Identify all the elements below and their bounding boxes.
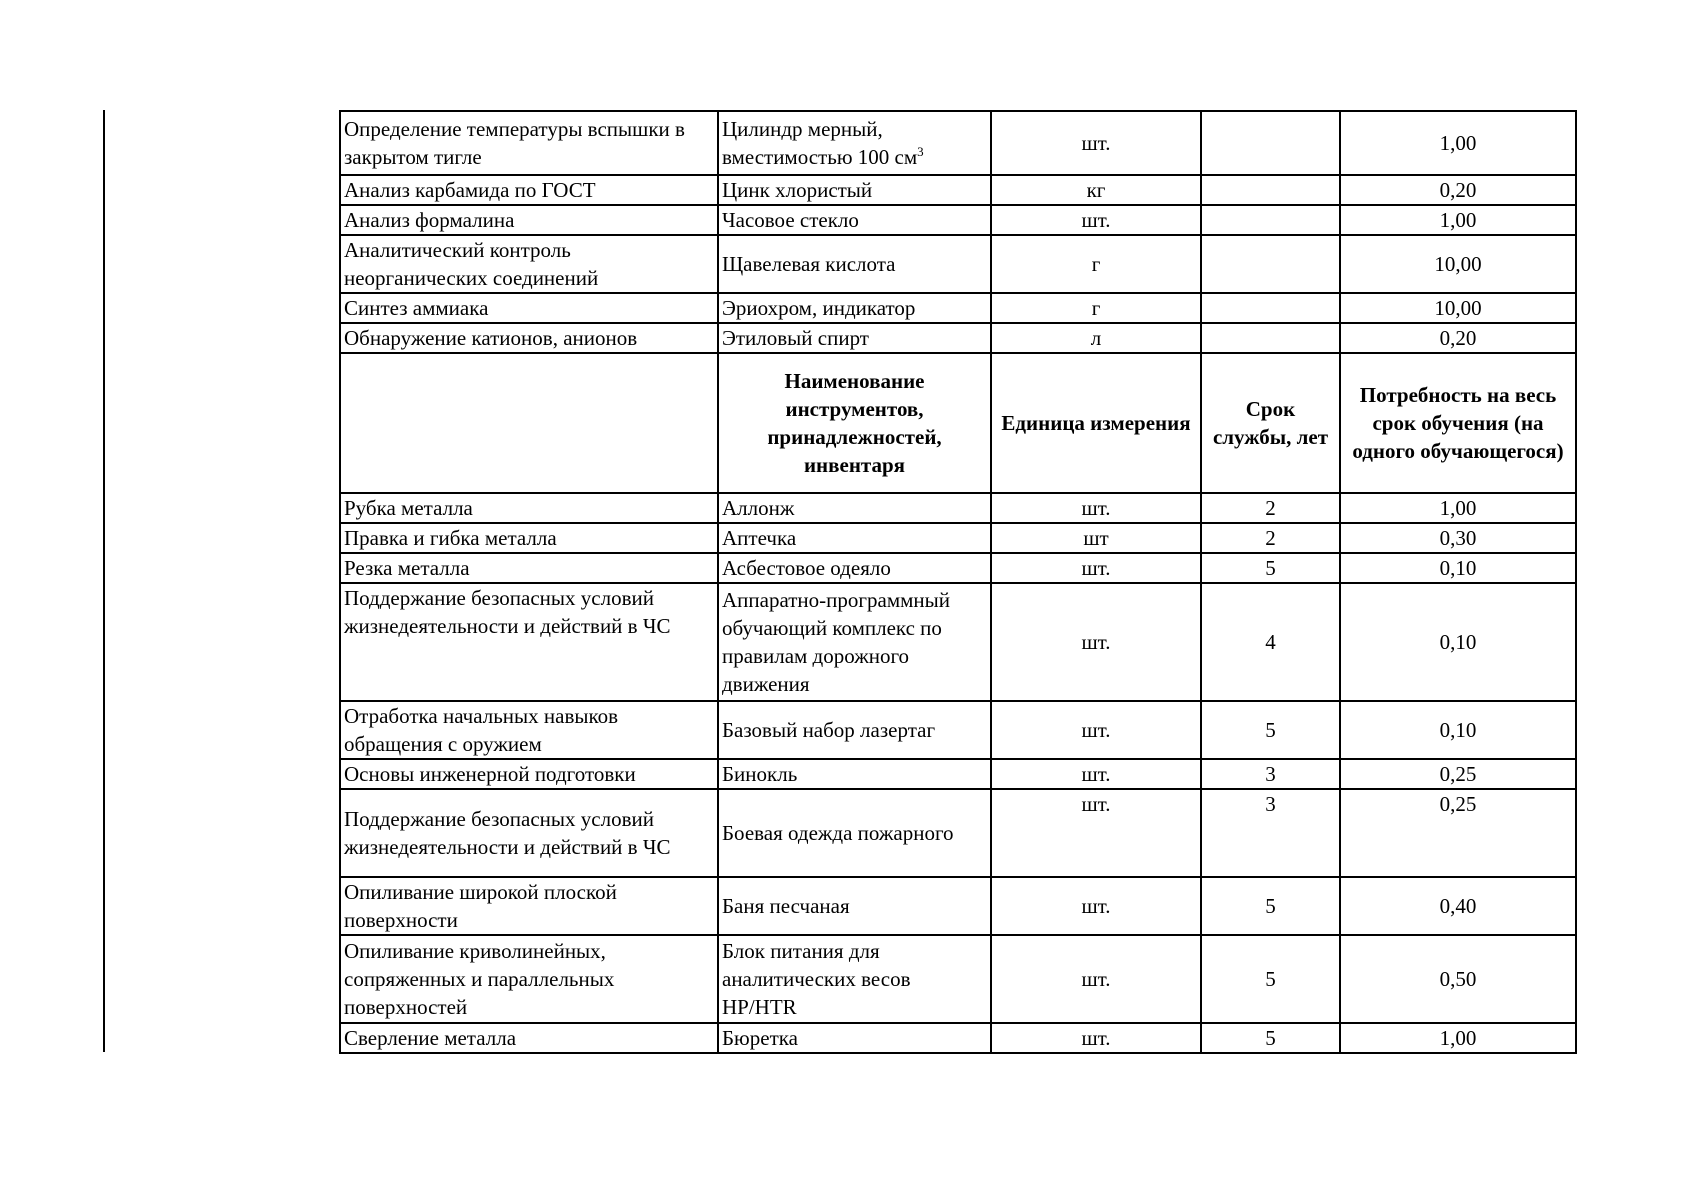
item-name-cell: Бинокль — [718, 759, 991, 789]
table-row — [340, 583, 1576, 701]
service-life-cell — [1201, 205, 1340, 235]
table-row — [340, 111, 1576, 175]
table-row — [340, 789, 1576, 877]
table-row — [340, 553, 1576, 583]
requirement-cell: 10,00 — [1340, 293, 1576, 323]
topic-cell: Обнаружение катионов, анионов — [340, 323, 718, 353]
item-name-cell: Базовый набор лазертаг — [718, 701, 991, 759]
item-name-cell: Аптечка — [718, 523, 991, 553]
item-name-cell: Цинк хлористый — [718, 175, 991, 205]
service-life-cell — [1201, 293, 1340, 323]
requirement-cell: 1,00 — [1340, 493, 1576, 523]
unit-cell: шт. — [991, 935, 1201, 1023]
topic-cell: Анализ карбамида по ГОСТ — [340, 175, 718, 205]
requirement-cell: 0,25 — [1340, 789, 1576, 877]
requirement-cell: 10,00 — [1340, 235, 1576, 293]
table-row — [340, 205, 1576, 235]
table-row — [340, 877, 1576, 935]
unit-cell: кг — [991, 175, 1201, 205]
header-unit-cell: Единица измерения — [991, 353, 1201, 493]
unit-cell: л — [991, 323, 1201, 353]
service-life-cell: 3 — [1201, 759, 1340, 789]
header-topic-cell — [340, 353, 718, 493]
table-row — [340, 293, 1576, 323]
service-life-cell: 5 — [1201, 553, 1340, 583]
topic-cell: Опиливание криволинейных, сопряженных и параллельных поверхностей — [340, 935, 718, 1023]
service-life-cell: 4 — [1201, 583, 1340, 701]
topic-cell: Опиливание широкой плоской поверхности — [340, 877, 718, 935]
unit-cell: шт. — [991, 583, 1201, 701]
service-life-cell: 3 — [1201, 789, 1340, 877]
service-life-cell: 5 — [1201, 701, 1340, 759]
item-name-text: Цилиндр мерный, вместимостью 100 см — [722, 117, 918, 169]
topic-cell: Поддержание безопасных условий жизнедеятельности и действий в ЧС — [340, 789, 718, 877]
unit-cell: шт. — [991, 789, 1201, 877]
topic-cell: Основы инженерной подготовки — [340, 759, 718, 789]
requirement-cell: 1,00 — [1340, 111, 1576, 175]
superscript: 3 — [917, 144, 924, 159]
item-name-cell: Этиловый спирт — [718, 323, 991, 353]
unit-cell: г — [991, 235, 1201, 293]
item-name-cell: Асбестовое одеяло — [718, 553, 991, 583]
topic-cell: Правка и гибка металла — [340, 523, 718, 553]
topic-cell: Поддержание безопасных условий жизнедеятельности и действий в ЧС — [340, 583, 718, 701]
service-life-cell: 2 — [1201, 493, 1340, 523]
item-name-cell — [718, 111, 991, 175]
unit-cell: г — [991, 293, 1201, 323]
requirement-cell: 1,00 — [1340, 1023, 1576, 1053]
unit-cell: шт. — [991, 493, 1201, 523]
unit-cell: шт. — [991, 759, 1201, 789]
topic-cell: Аналитический контроль неорганических соединений — [340, 235, 718, 293]
equipment-table — [339, 110, 1577, 1054]
service-life-cell: 5 — [1201, 877, 1340, 935]
item-name-cell: Бюретка — [718, 1023, 991, 1053]
unit-cell: шт. — [991, 1023, 1201, 1053]
item-name-cell: Аллонж — [718, 493, 991, 523]
requirement-cell: 0,50 — [1340, 935, 1576, 1023]
topic-cell: Резка металла — [340, 553, 718, 583]
topic-cell: Рубка металла — [340, 493, 718, 523]
service-life-cell — [1201, 175, 1340, 205]
table-row — [340, 523, 1576, 553]
service-life-cell — [1201, 111, 1340, 175]
service-life-cell — [1201, 235, 1340, 293]
topic-cell: Анализ формалина — [340, 205, 718, 235]
table-row — [340, 701, 1576, 759]
item-name-cell: Эриохром, индикатор — [718, 293, 991, 323]
requirement-cell: 0,30 — [1340, 523, 1576, 553]
unit-cell: шт — [991, 523, 1201, 553]
header-life-cell: Срок службы, лет — [1201, 353, 1340, 493]
unit-cell: шт. — [991, 877, 1201, 935]
topic-cell: Определение температуры вспышки в закрытом тигле — [340, 111, 718, 175]
item-name-cell: Часовое стекло — [718, 205, 991, 235]
item-name-cell: Баня песчаная — [718, 877, 991, 935]
topic-cell: Сверление металла — [340, 1023, 718, 1053]
requirement-cell: 0,25 — [1340, 759, 1576, 789]
table-row — [340, 235, 1576, 293]
requirement-cell: 0,20 — [1340, 323, 1576, 353]
topic-cell: Отработка начальных навыков обращения с оружием — [340, 701, 718, 759]
service-life-cell: 5 — [1201, 1023, 1340, 1053]
unit-cell: шт. — [991, 701, 1201, 759]
unit-cell: шт. — [991, 111, 1201, 175]
table-row — [340, 1023, 1576, 1053]
table-row — [340, 935, 1576, 1023]
item-name-cell: Боевая одежда пожарного — [718, 789, 991, 877]
unit-cell: шт. — [991, 205, 1201, 235]
topic-cell: Синтез аммиака — [340, 293, 718, 323]
requirement-cell: 0,10 — [1340, 583, 1576, 701]
table-header-row — [340, 353, 1576, 493]
header-need-cell: Потребность на весь срок обучения (на одного обучающегося) — [1340, 353, 1576, 493]
requirement-cell: 0,40 — [1340, 877, 1576, 935]
item-name-cell: Блок питания для аналитических весов HP/HTR — [718, 935, 991, 1023]
requirement-cell: 0,10 — [1340, 701, 1576, 759]
service-life-cell: 5 — [1201, 935, 1340, 1023]
requirement-cell: 1,00 — [1340, 205, 1576, 235]
item-name-cell: Аппаратно-программный обучающий комплекс по правилам дорожного движения — [718, 583, 991, 701]
requirement-cell: 0,20 — [1340, 175, 1576, 205]
item-name-cell: Щавелевая кислота — [718, 235, 991, 293]
unit-cell: шт. — [991, 553, 1201, 583]
table-row — [340, 493, 1576, 523]
header-name-cell: Наименование инструментов, принадлежностей, инвентаря — [718, 353, 991, 493]
requirement-cell: 0,10 — [1340, 553, 1576, 583]
table-row — [340, 323, 1576, 353]
service-life-cell: 2 — [1201, 523, 1340, 553]
page-margin-line — [103, 110, 105, 1052]
table-row — [340, 759, 1576, 789]
service-life-cell — [1201, 323, 1340, 353]
table-row — [340, 175, 1576, 205]
